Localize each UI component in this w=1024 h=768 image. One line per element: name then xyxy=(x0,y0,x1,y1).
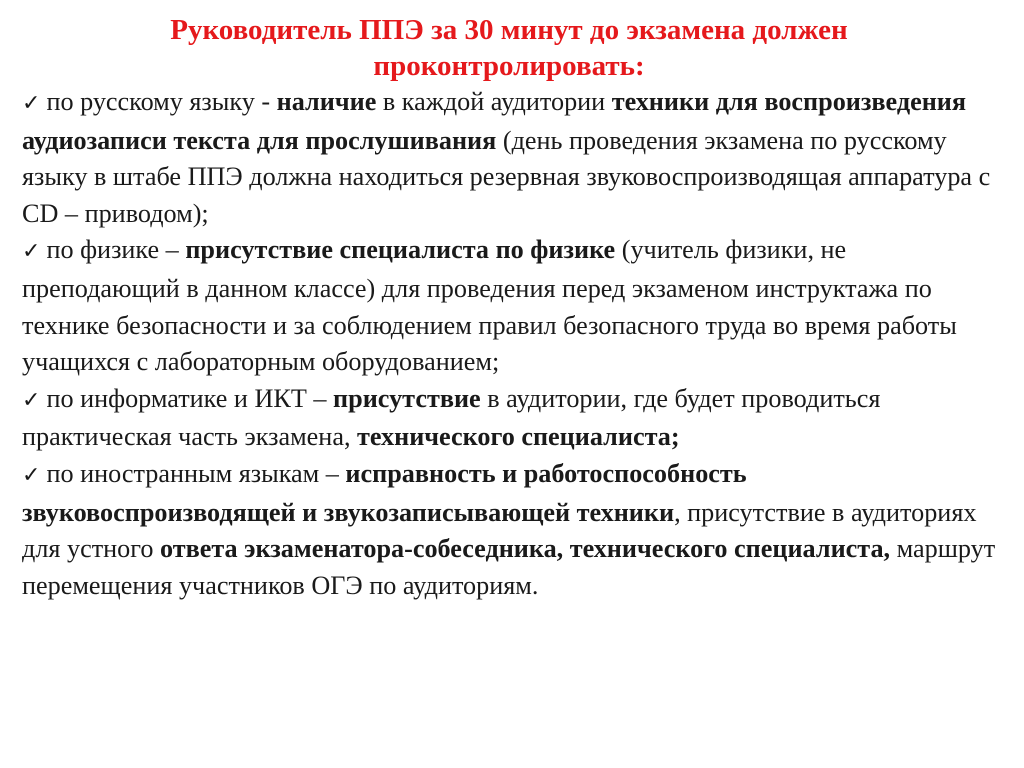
checkmark-icon: ✓ xyxy=(22,387,41,413)
item-text: , присутствие в аудиториях для устного xyxy=(22,497,977,564)
item-text: в аудитории, где будет проводиться практическая часть экзамена, xyxy=(22,383,881,452)
item-bold-text: исправность и работоспособность звуковоспроизводящей и звукозаписывающей техники xyxy=(22,458,747,527)
checkmark-icon: ✓ xyxy=(22,462,41,488)
item-bold-text: ответа экзаменатора-собеседника, технического специалиста, xyxy=(159,534,891,564)
item-text: по русскому языку - xyxy=(46,87,277,116)
item-bold-text: наличие xyxy=(276,87,377,116)
item-text: (день проведения экзамена по русскому языку в штабе ППЭ должна находиться резервная звуковоспроизводящая аппаратура с CD – приводом); xyxy=(22,125,991,228)
item-bold-text: присутствие xyxy=(333,383,481,413)
item-bold-text: техники для воспроизведения аудиозаписи текста для прослушивания xyxy=(22,87,967,155)
list-item-physics xyxy=(22,232,996,380)
list-item-russian xyxy=(22,84,996,232)
item-text: маршрут перемещения участников ОГЭ по аудиториям. xyxy=(22,534,996,600)
title-line-2: проконтролировать: xyxy=(373,50,645,82)
item-text: (учитель физики, не преподающий в данном классе) для проведения перед экзаменом инструктажа по технике безопасности и за соблюдением правил безопасного труда во время работы учащихся с лабораторным оборудованием; xyxy=(22,235,957,377)
list-item-foreign-languages xyxy=(22,456,996,604)
item-bold-text: технического специалиста; xyxy=(357,422,680,452)
checkmark-icon: ✓ xyxy=(22,91,41,116)
item-bold-text: присутствие специалиста по физике xyxy=(185,235,616,265)
title-line-1: Руководитель ППЭ за 30 минут до экзамена должен xyxy=(170,14,848,46)
item-text: в каждой аудитории xyxy=(376,87,612,116)
item-text: по физике – xyxy=(46,235,186,265)
checkmark-icon: ✓ xyxy=(22,239,41,265)
list-item-informatics xyxy=(22,381,996,456)
item-text: по информатике и ИКТ – xyxy=(46,383,334,413)
slide-title xyxy=(22,12,996,84)
item-text: по иностранным языкам – xyxy=(46,458,346,488)
checklist xyxy=(22,84,996,604)
